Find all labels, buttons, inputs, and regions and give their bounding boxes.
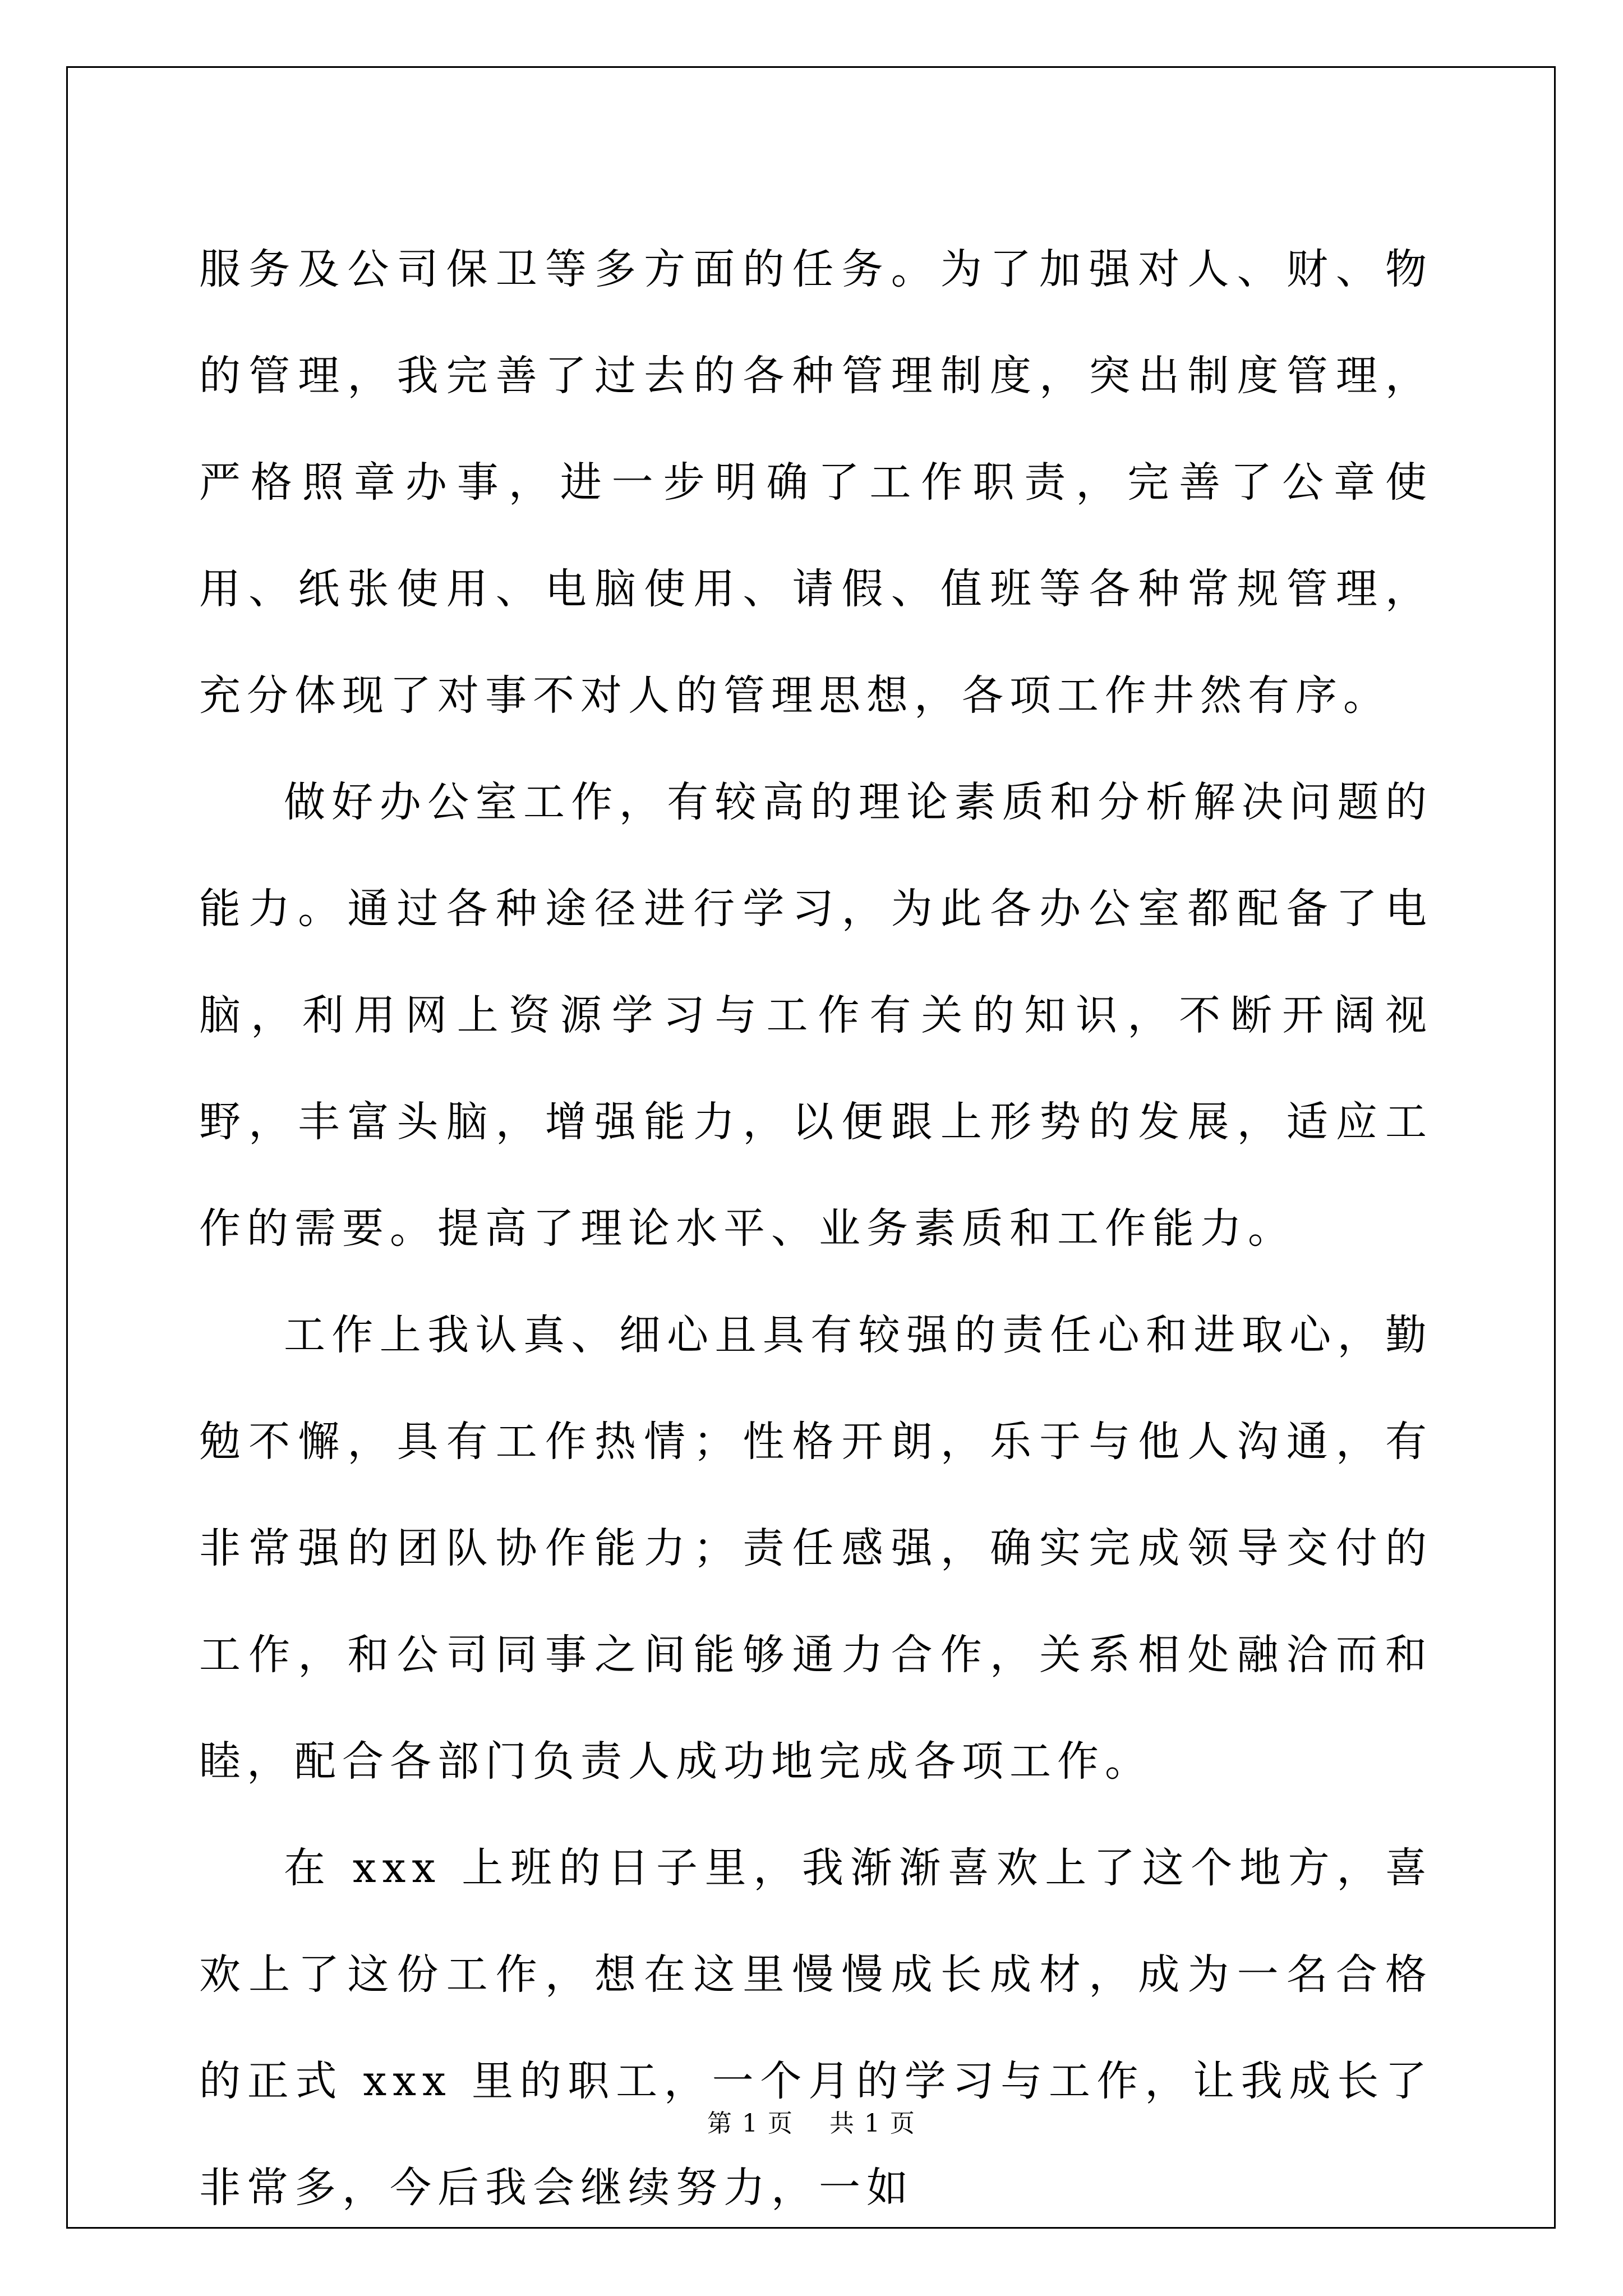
page-total: 共 1 页 [829,2109,916,2138]
document-body [199,216,1433,2241]
paragraph-3: 工作上我认真、细心且具有较强的责任心和进取心，勤勉不懈，具有工作热情；性格开朗，乐于与他人沟通，有非常强的团队协作能力；责任感强，确实完成领导交付的工作，和公司同事之间能够通力合作，关系相处融洽而和睦，配合各部门负责人成功地完成各项工作。 [199,1311,1433,1786]
page-number: 第 1 页 [707,2109,794,2138]
paragraph-4: 在 xxx 上班的日子里，我渐渐喜欢上了这个地方，喜欢上了这份工作，想在这里慢慢成长成材，成为一名合格的正式 xxx 里的职工，一个月的学习与工作，让我成长了非常多，今后我会继续努力，一如 [199,1844,1433,2212]
paragraph-2: 做好办公室工作，有较高的理论素质和分析解决问题的能力。通过各种途径进行学习，为此各办公室都配备了电脑，利用网上资源学习与工作有关的知识，不断开阔视野，丰富头脑，增强能力，以便跟上形势的发展，适应工作的需要。提高了理论水平、业务素质和工作能力。 [199,778,1433,1253]
page-footer [0,2107,1623,2141]
paragraph-1: 服务及公司保卫等多方面的任务。为了加强对人、财、物的管理，我完善了过去的各种管理制度，突出制度管理，严格照章办事，进一步明确了工作职责，完善了公章使用、纸张使用、电脑使用、请假、值班等各种常规管理，充分体现了对事不对人的管理思想，各项工作井然有序。 [199,245,1433,720]
